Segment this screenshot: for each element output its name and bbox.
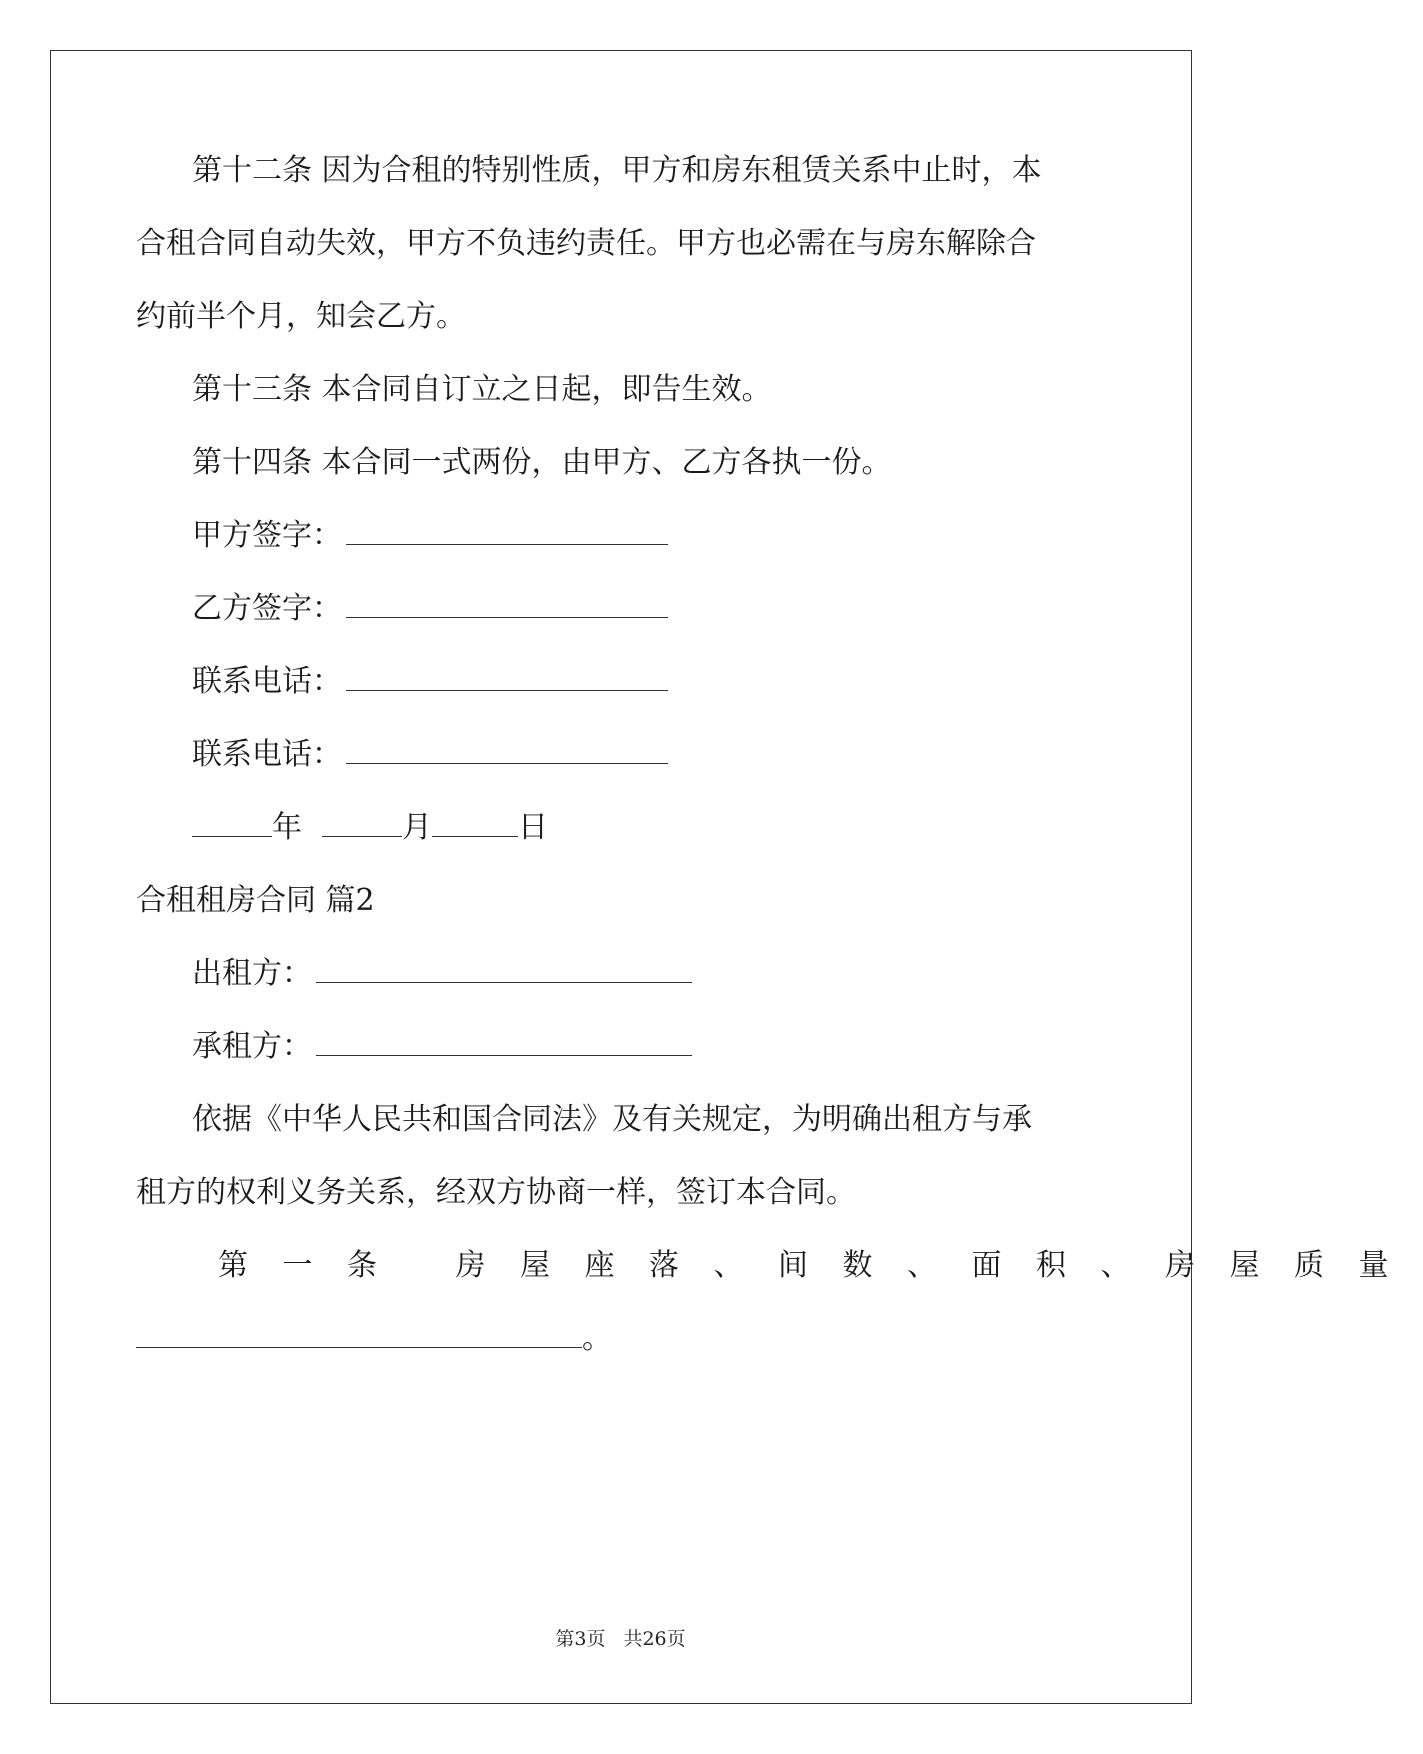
- date-row: [192, 811, 548, 845]
- party-b-signature-row: [192, 592, 668, 626]
- lessee-blank: [316, 1033, 692, 1056]
- lessee-label: 承租方：: [192, 1029, 312, 1064]
- article-1-heading: 第一条 房屋座落、间数、面积、房屋质量: [218, 1248, 1423, 1283]
- article-1-blank-row: [136, 1322, 612, 1356]
- party-b-signature-label: 乙方签字：: [192, 591, 342, 626]
- phone-2-blank: [346, 741, 668, 764]
- month-label: 月: [402, 810, 432, 845]
- preamble-line-1: 依据《中华人民共和国合同法》及有关规定，为明确出租方与承: [192, 1102, 1032, 1137]
- article-12-line-2: 合租合同自动失效，甲方不负违约责任。甲方也必需在与房东解除合: [136, 226, 1036, 261]
- article-12-line-3: 约前半个月，知会乙方。: [136, 299, 466, 334]
- lessor-label: 出租方：: [192, 956, 312, 991]
- day-blank: [432, 814, 518, 837]
- lessor-blank: [316, 960, 692, 983]
- page-number: 第3页: [555, 1628, 606, 1650]
- party-a-signature-row: [192, 519, 668, 553]
- phone-1-blank: [346, 668, 668, 691]
- section-heading: 合租租房合同 篇2: [136, 883, 375, 918]
- phone-2-label: 联系电话：: [192, 737, 342, 772]
- phone-2-row: [192, 738, 668, 772]
- month-blank: [322, 814, 402, 837]
- page-footer: [0, 1628, 1241, 1650]
- article-1-blank: [136, 1325, 582, 1348]
- year-blank: [192, 814, 272, 837]
- article-13: 第十三条 本合同自订立之日起，即告生效。: [192, 372, 772, 407]
- phone-1-label: 联系电话：: [192, 664, 342, 699]
- article-14: 第十四条 本合同一式两份，由甲方、乙方各执一份。: [192, 445, 892, 480]
- page-total: 共26页: [623, 1628, 686, 1650]
- year-label: 年: [272, 810, 302, 845]
- party-a-signature-blank: [346, 522, 668, 545]
- party-a-signature-label: 甲方签字：: [192, 518, 342, 553]
- phone-1-row: [192, 665, 668, 699]
- preamble-line-2: 租方的权利义务关系，经双方协商一样，签订本合同。: [136, 1175, 856, 1210]
- article-12-line-1: 第十二条 因为合租的特别性质，甲方和房东租赁关系中止时，本: [192, 153, 1042, 188]
- article-1-ending: 。: [582, 1321, 612, 1356]
- lessee-row: [192, 1030, 692, 1064]
- day-label: 日: [518, 810, 548, 845]
- party-b-signature-blank: [346, 595, 668, 618]
- lessor-row: [192, 957, 692, 991]
